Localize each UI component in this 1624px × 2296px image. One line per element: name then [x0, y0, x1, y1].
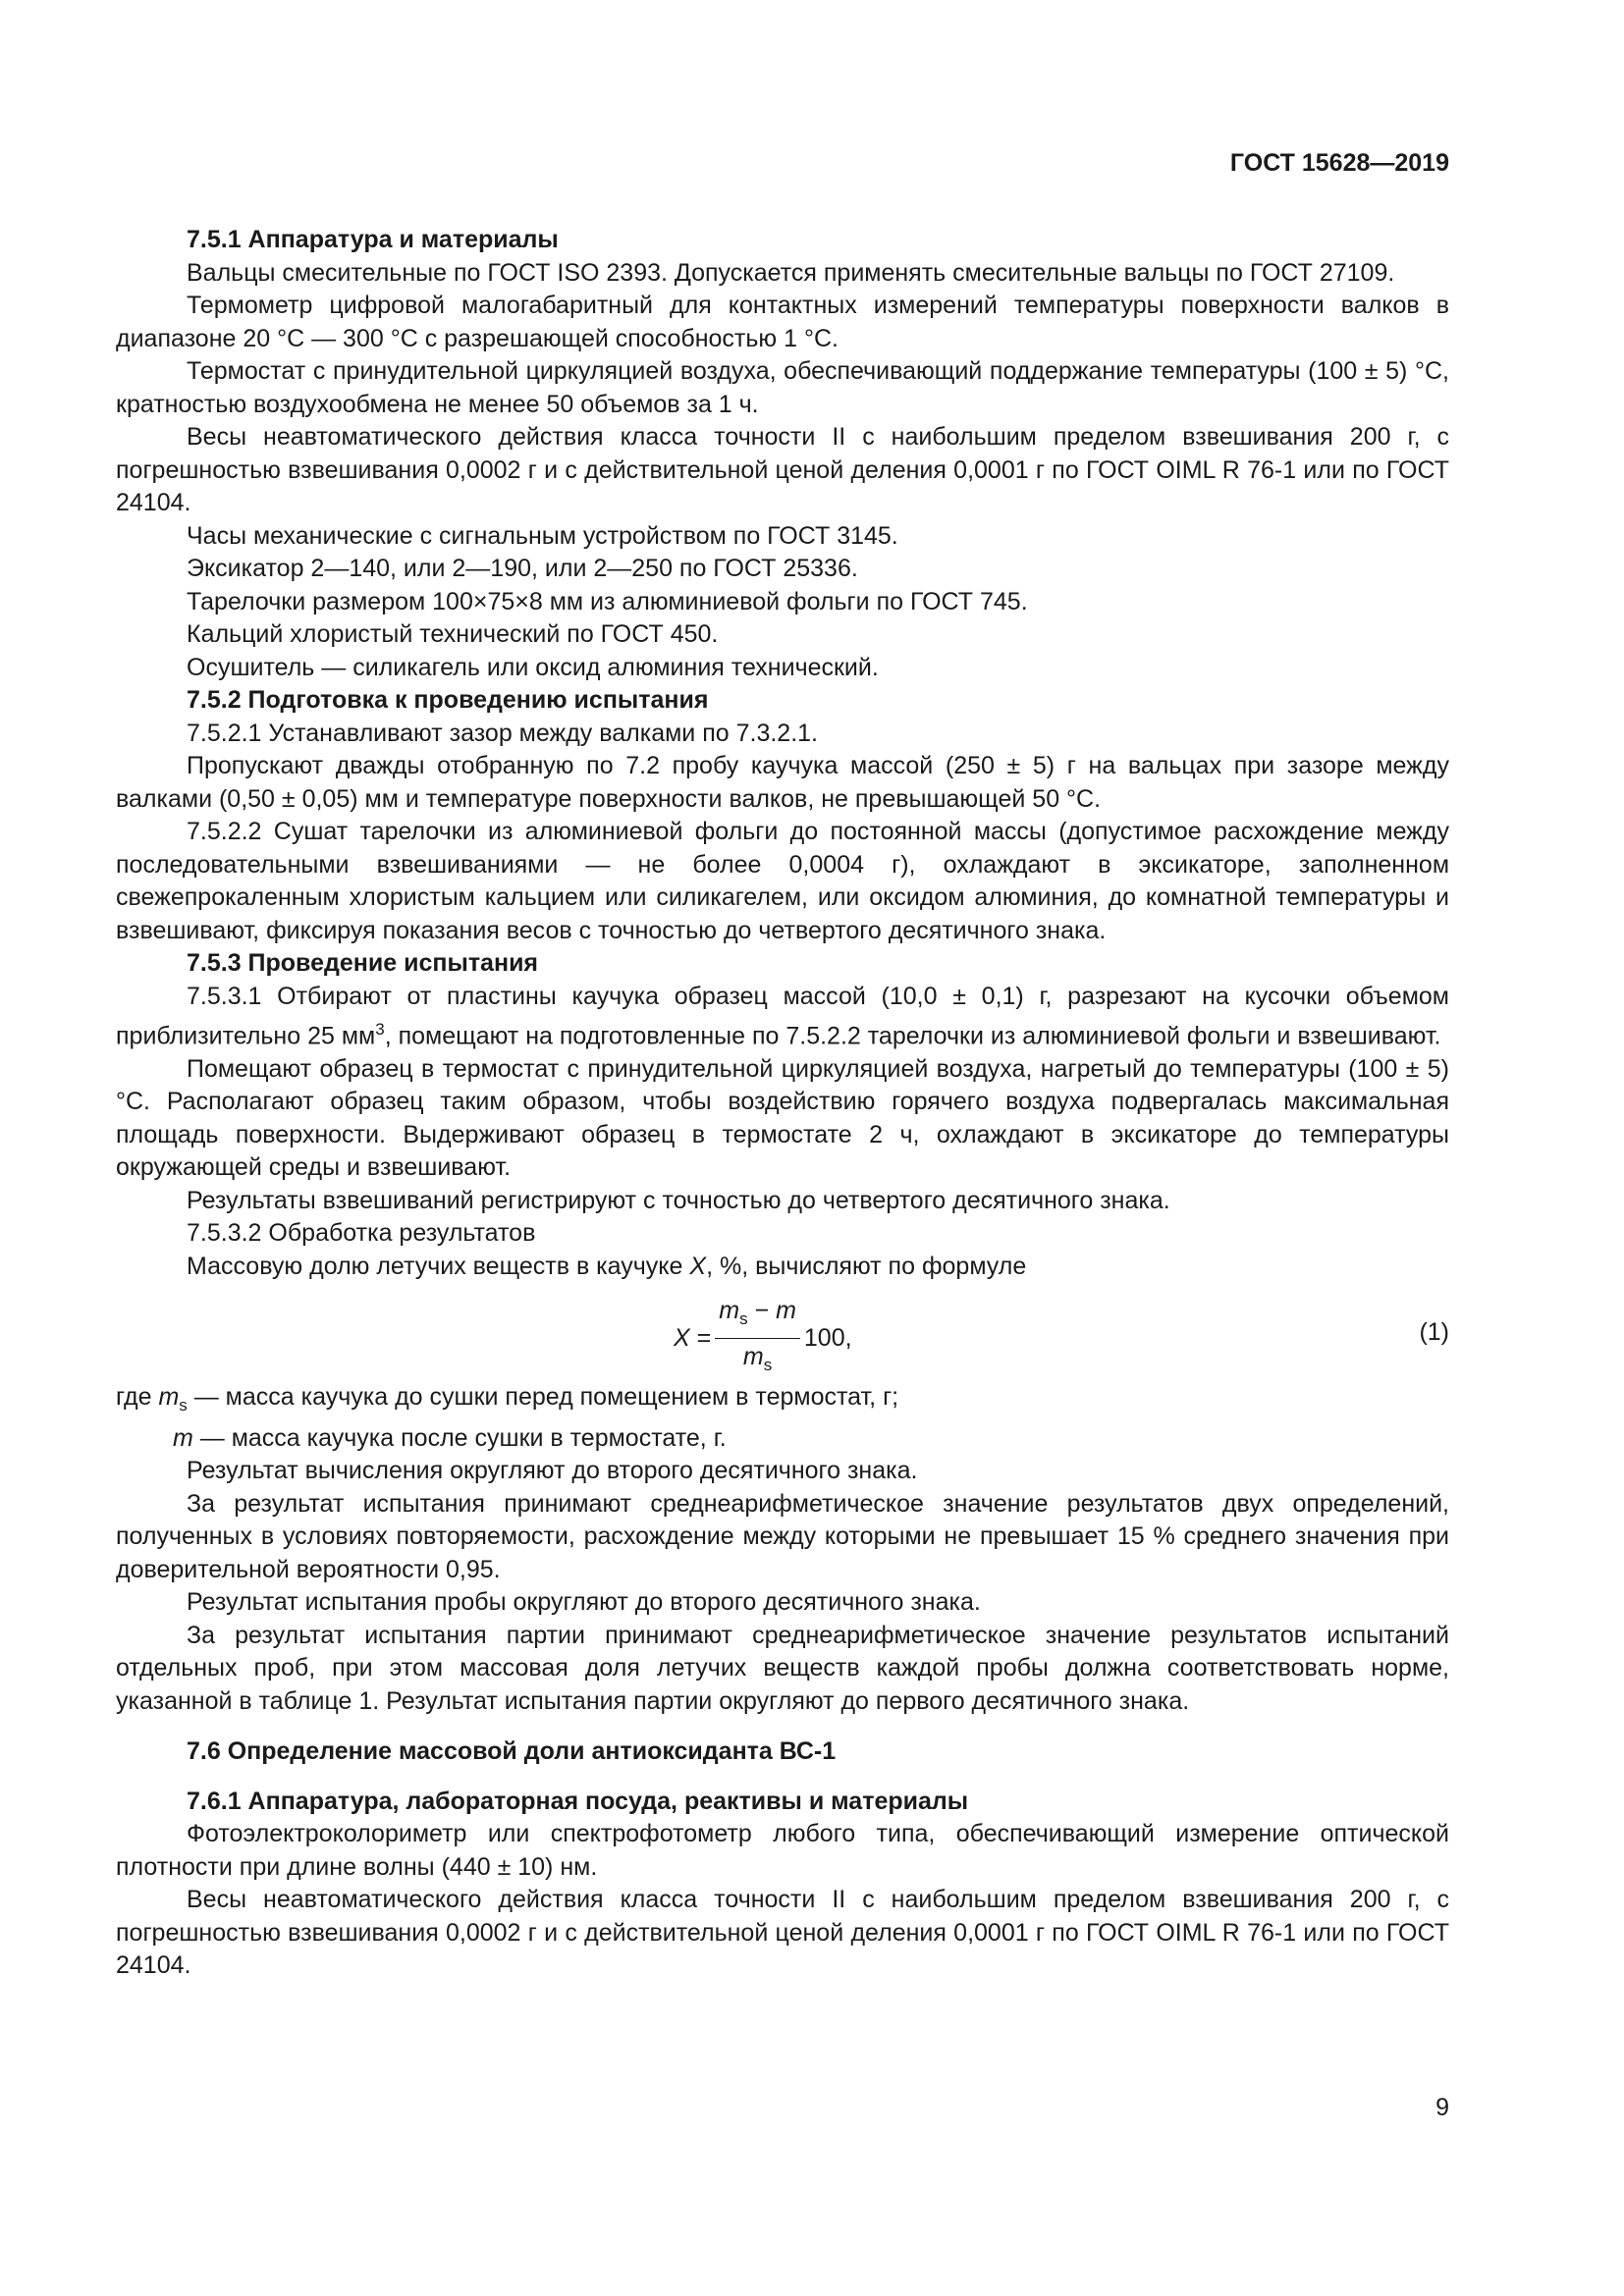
paragraph: Результат вычисления округляют до второго десятичного знака. — [187, 1457, 918, 1485]
paragraph: Результаты взвешиваний регистрируют с точностью до четвертого десятичного знака. — [187, 1186, 1170, 1214]
formula-1 — [116, 1289, 1449, 1377]
paragraph: Помещают образец в термостат с принудительной циркуляцией воздуха, нагретый до температуры (100 ± 5) °С. Располагают образец таким образом, чтобы воздействию горячего воздуха подвергалась максимальная площадь поверхности. Выдерживают образец в термостате 2 ч, охлаждают в эксикаторе до температуры окружающей среды и взвешивают. — [116, 1054, 1449, 1182]
section-heading-7-5-2: 7.5.2 Подготовка к проведению испытания — [187, 686, 709, 714]
formula-number: (1) — [1419, 1318, 1449, 1347]
page-number: 9 — [1435, 2094, 1449, 2121]
where-line: где $m_s$ — масса каучука до сушки перед помещением в термостат, г; — [116, 1383, 899, 1415]
paragraph: Результат испытания пробы округляют до второго десятичного знака. — [187, 1588, 981, 1617]
formula-body: X = $\frac{m_s - m}{m_s}$ 100, — [674, 1295, 852, 1381]
paragraph: Кальций хлористый технический по ГОСТ 450. — [187, 620, 719, 648]
paragraph: Пропускают дважды отобранную по 7.2 пробу каучука массой (250 ± 5) г на вальцах при зазоре между валками (0,50 ± 0,05) мм и температуре поверхности валков, не превышающей 50 °С. — [116, 752, 1449, 813]
document-body — [116, 224, 1449, 1983]
paragraph: Термометр цифровой малогабаритный для контактных измерений температуры поверхности валков в диапазоне 20 °С — 300 °С с разрешающей способностью 1 °С. — [116, 292, 1449, 352]
paragraph: Массовую долю летучих веществ в каучуке X, %, вычисляют по формуле — [187, 1252, 1027, 1280]
formula-fraction: $\frac{m_s - m}{m_s}$ — [715, 1295, 800, 1381]
paragraph: Вальцы смесительные по ГОСТ ISO 2393. Допускается применять смесительные вальцы по ГОСТ 27109. — [187, 258, 1395, 287]
section-heading-7-5-3: 7.5.3 Проведение испытания — [187, 949, 539, 977]
paragraph: За результат испытания принимают среднеарифметическое значение результатов двух определений, полученных в условиях повторяемости, расхождение между которыми не превышает 15 % среднего значения при доверительной вероятности 0,95. — [116, 1489, 1449, 1583]
section-heading-7-5-1: 7.5.1 Аппаратура и материалы — [187, 226, 559, 253]
paragraph: Эксикатор 2—140, или 2—190, или 2—250 по ГОСТ 25336. — [187, 555, 858, 582]
paragraph: Осушитель — силикагель или оксид алюминия технический. — [187, 653, 879, 681]
paragraph: Весы неавтоматического действия класса точности II с наибольшим пределом взвешивания 200 г, с погрешностью взвешивания 0,0002 г и с действительной ценой деления 0,0001 г по ГОСТ OIML R 76-1 или по ГОСТ 24104. — [116, 1886, 1449, 1980]
paragraph: 7.5.3.1 Отбирают от пластины каучука образец массой (10,0 ± 0,1) г, разрезают на кусочки объемом приблизительно 25 $мм^3$, помещают на подготовленные по 7.5.2.2 тарелочки из алюминиевой фольги и взвешивают. — [116, 982, 1449, 1050]
paragraph: Часы механические с сигнальным устройством по ГОСТ 3145. — [187, 521, 898, 550]
paragraph: Фотоэлектроколориметр или спектрофотометр любого типа, обеспечивающий измерение оптической плотности при длине волны (440 ± 10) нм. — [116, 1820, 1449, 1881]
paragraph: Весы неавтоматического действия класса точности II с наибольшим пределом взвешивания 200 г, с погрешностью взвешивания 0,0002 г и с действительной ценой деления 0,0001 г по ГОСТ OIML R 76-1 или по ГОСТ 24104. — [116, 423, 1449, 516]
paragraph: За результат испытания партии принимают среднеарифметическое значение результатов испытаний отдельных проб, при этом массовая доля летучих веществ каждой пробы должна соответствовать норме, указанной в таблице 1. Результат испытания партии округляют до первого десятичного знака. — [116, 1621, 1449, 1715]
paragraph: Тарелочки размером 100×75×8 мм из алюминиевой фольги по ГОСТ 745. — [187, 587, 1028, 615]
paragraph: Термостат с принудительной циркуляцией воздуха, обеспечивающий поддержание температуры (100 ± 5) °С, кратностью воздухообмена не менее 50 объемов за 1 ч. — [116, 357, 1449, 418]
section-heading-7-6: 7.6 Определение массовой доли антиоксиданта ВС-1 — [187, 1737, 837, 1766]
paragraph: 7.5.2.2 Сушат тарелочки из алюминиевой фольги до постоянной массы (допустимое расхождение между последовательными взвешиваниями — не более 0,0004 г), охлаждают в эксикаторе, заполненном свежепрокаленным хлористым кальцием или силикагелем, или оксидом алюминия, до комнатной температуры и взвешивают, фиксируя показания весов с точностью до четвертого десятичного знака. — [116, 818, 1449, 944]
paragraph: 7.5.3.2 Обработка результатов — [187, 1219, 536, 1248]
document-header: ГОСТ 15628—2019 — [1229, 149, 1449, 177]
section-heading-7-6-1: 7.6.1 Аппаратура, лабораторная посуда, реактивы и материалы — [187, 1787, 969, 1815]
paragraph: 7.5.2.1 Устанавливают зазор между валками по 7.3.2.1. — [187, 719, 819, 747]
where-line: m — масса каучука после сушки в термостате, г. — [173, 1423, 727, 1452]
